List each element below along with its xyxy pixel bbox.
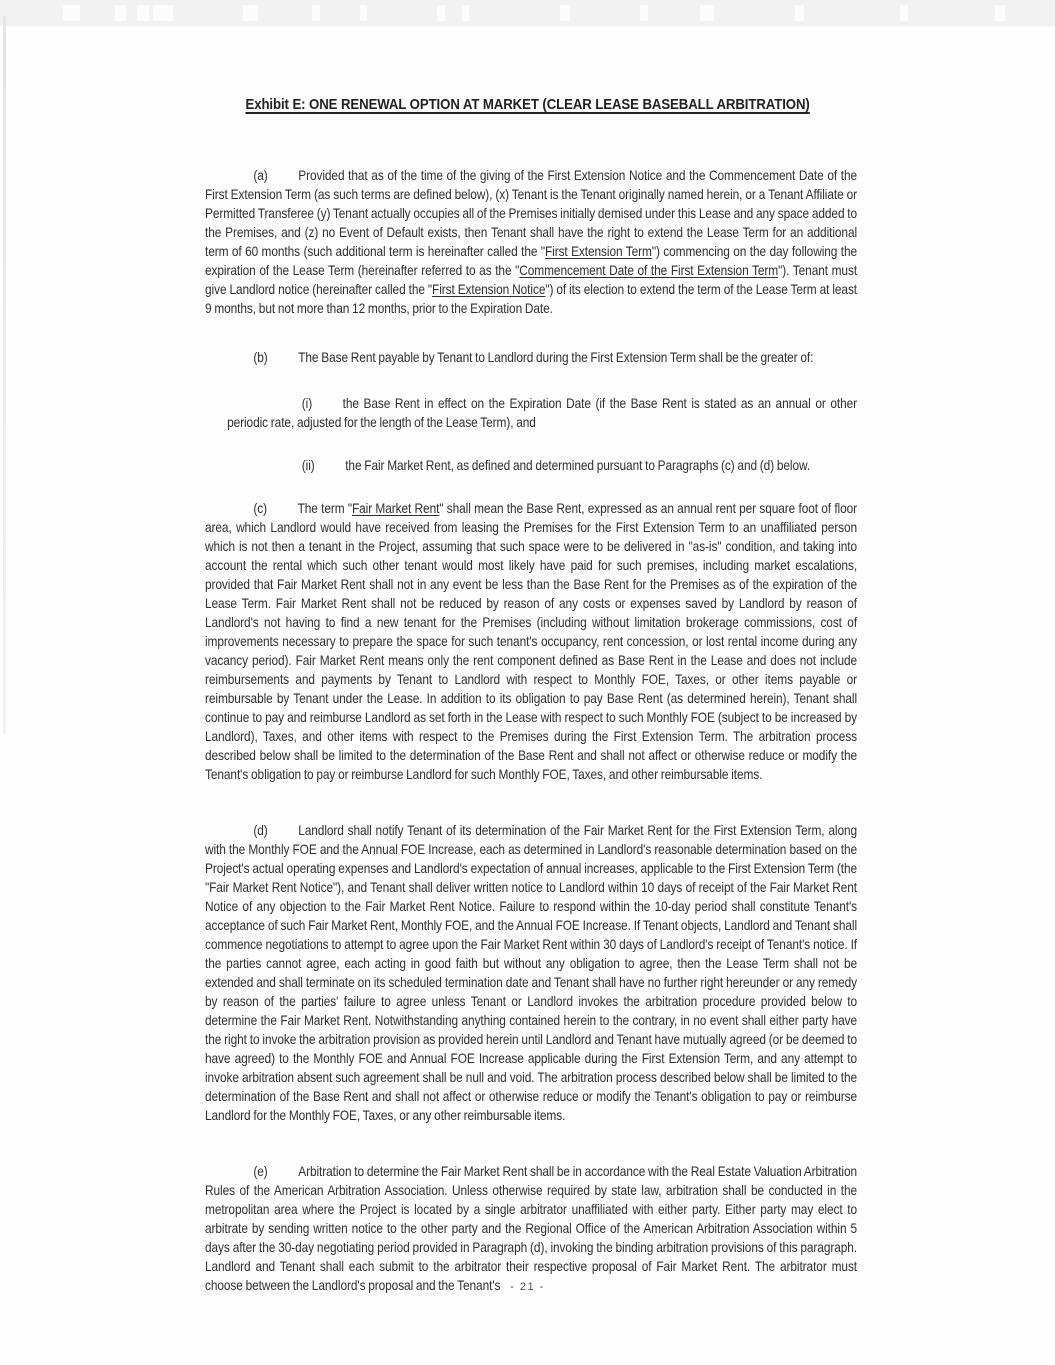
defined-term: First Extension Notice [432,281,546,297]
scan-noise-block [795,5,804,21]
paragraph-label: (ii) [301,457,315,473]
paragraph-c [205,499,857,784]
text-run: The term " [297,500,352,516]
text-run: The Base Rent payable by Tenant to Landlord during the First Extension Term shall be the greater of: [298,349,814,365]
scan-noise-block [995,5,1005,21]
text-run: the Fair Market Rent, as defined and determined pursuant to Paragraphs (c) and (d) below. [345,457,811,473]
subparagraph-i [227,394,857,432]
paragraph-label: (c) [253,500,268,516]
paragraph-e [205,1162,857,1295]
text-run: Provided that as of the time of the giving of the First Extension Notice and the Commencement Date of the First Extension Term (as such terms are defined below), (x) Tenant is the Tenant originally named herein, or a Tenant Affiliate or Permitted Transferee (y) Tenant actually occupies all of the Premises initially demised under this Lease and any space added to the Premises, and (z) no Event of Default exists, then Tenant shall have the right to extend the Lease Term for an additional term of 60 months (such additional term is hereinafter called the " [205,167,858,259]
scan-noise-block [360,5,367,21]
paragraph-label: (b) [253,349,268,365]
paragraph-d [205,821,857,1125]
paragraph-label: (d) [253,822,268,838]
scan-noise-block [700,5,714,21]
text-run: " shall mean the Base Rent, expressed as an annual rent per square foot of floor area, which Landlord would have received from leasing the Premises for the First Extension Term to an unaffiliated person which is not then a tenant in the Project, assuming that such space were to be delivered in "as-is" condition, and taking into account the rental which such other tenant would most likely have paid for such premises, including market escalations, provided that Fair Market Rent shall not in any event be less than the Base Rent for the Premises as of the expiration of the Lease Term. Fair Market Rent shall not be reduced by reason of any costs or expenses saved by Landlord by reason of Landlord's not having to find a new tenant for the Premises (including without limitation brokerage commissions, cost of improvements necessary to prepare the space for such tenant's occupancy, rent concession, or lost rental income during any vacancy period). Fair Market Rent means only the rent component defined as Base Rent in the Lease and does not include reimbursements and payments by Tenant to Landlord with respect to Monthly FOE, Taxes, or other items payable or reimbursable by Tenant under the Lease. In addition to its obligation to pay Base Rent (as determined herein), Tenant shall continue to pay and reimburse Landlord as set forth in the Lease with respect to such Monthly FOE (subject to be increased by Landlord), Taxes, and other items with respect to the Premises during the First Extension Term. The arbitration process described below shall be limited to the determination of the Base Rent and shall not affect or otherwise reduce or modify the Tenant's obligation to pay or reimburse Landlord for such Monthly FOE, Taxes, and other reimbursable items. [205,500,858,782]
scan-noise-block [137,5,149,21]
paragraph-label: (i) [301,395,313,411]
scan-noise-block [153,5,173,21]
scan-noise-block [640,5,648,21]
text-run: "). Tenant must give Landlord notice (hereinafter called the " [205,262,858,297]
document-body [205,166,857,1295]
text-run: ") commencing on the day following the expiration of the Lease Term (hereinafter referred to as the " [205,243,858,278]
paragraph-a [205,166,857,318]
defined-term: Fair Market Rent [351,500,440,516]
scan-noise-block [63,5,80,21]
paragraph-b [205,348,857,367]
paragraph-label: (e) [253,1163,268,1179]
scan-artifact-top-band [0,0,1055,26]
scan-noise-block [900,5,908,21]
scan-noise-block [312,5,320,21]
scan-noise-block [115,5,126,21]
page-number: - 21 - [510,1281,545,1293]
page-title: Exhibit E: ONE RENEWAL OPTION AT MARKET (CLEAR LEASE BASEBALL ARBITRATION) [245,96,810,113]
scan-noise-block [243,5,258,21]
text-run: the Base Rent in effect on the Expiration Date (if the Base Rent is stated as an annual or other periodic rate, adjusted for the length of the Lease Term), and [227,395,858,430]
paragraph-label: (a) [253,167,268,183]
text-run: ") of its election to extend the term of the Lease Term at least 9 months, but not more than 12 months, prior to the Expiration Date. [205,281,858,316]
text-run: Arbitration to determine the Fair Market Rent shall be in accordance with the Real Estate Valuation Arbitration Rules of the American Arbitration Association. Unless otherwise required by state law, arbitration shall be conducted in the metropolitan area where the Project is located by a single arbitrator unaffiliated with either party. Either party may elect to arbitrate by sending written notice to the other party and the Regional Office of the American Arbitration Association within 5 days after the 30-day negotiating period provided in Paragraph (d), invoking the binding arbitration provisions of this paragraph. Landlord and Tenant shall each submit to the arbitrator their respective proposal of Fair Market Rent. The arbitrator must choose between the Landlord's proposal and the Tenant's [205,1163,858,1293]
defined-term: First Extension Term [544,243,652,259]
subparagraph-ii [227,456,857,475]
scan-artifact-left-edge-line [3,16,6,734]
title-row [0,96,1055,114]
scan-noise-block [462,5,469,21]
scan-noise-block [560,5,570,21]
scan-noise-block [437,5,445,21]
defined-term: Commencement Date of the First Extension Term [519,262,779,278]
text-run: Landlord shall notify Tenant of its determination of the Fair Market Rent for the First Extension Term, along with the Monthly FOE and the Annual FOE Increase, each as determined in Landlord's reasonable determination based on the Project's actual operating expenses and Landlord's expectation of annual increases, applicable to the First Extension Term (the "Fair Market Rent Notice"), and Tenant shall deliver written notice to Landlord within 10 days of receipt of the Fair Market Rent Notice of any objection to the Fair Market Rent Notice. Failure to respond within the 10-day period shall constitute Tenant's acceptance of such Fair Market Rent, Monthly FOE, and the Annual FOE Increase. If Tenant objects, Landlord and Tenant shall commence negotiations to attempt to agree upon the Fair Market Rent within 30 days of Landlord's receipt of Tenant's notice. If the parties cannot agree, each acting in good faith but without any obligation to agree, then the Lease Term shall not be extended and shall terminate on its scheduled termination date and Tenant shall have no further right hereunder or any remedy by reason of the parties' failure to agree unless Tenant or Landlord invokes the arbitration procedure provided below to determine the Fair Market Rent. Notwithstanding anything contained herein to the contrary, in no event shall either party have the right to invoke the arbitration provision as provided herein until Landlord and Tenant have mutually agreed (or be deemed to have agreed) to the Monthly FOE and Annual FOE Increase applicable during the First Extension Term, and any attempt to invoke arbitration absent such agreement shall be null and void. The arbitration process described below shall be limited to the determination of the Base Rent and shall not affect or otherwise reduce or modify the Tenant's obligation to pay or reimburse Landlord for the Monthly FOE, Taxes, or any other reimbursable items. [205,822,858,1123]
